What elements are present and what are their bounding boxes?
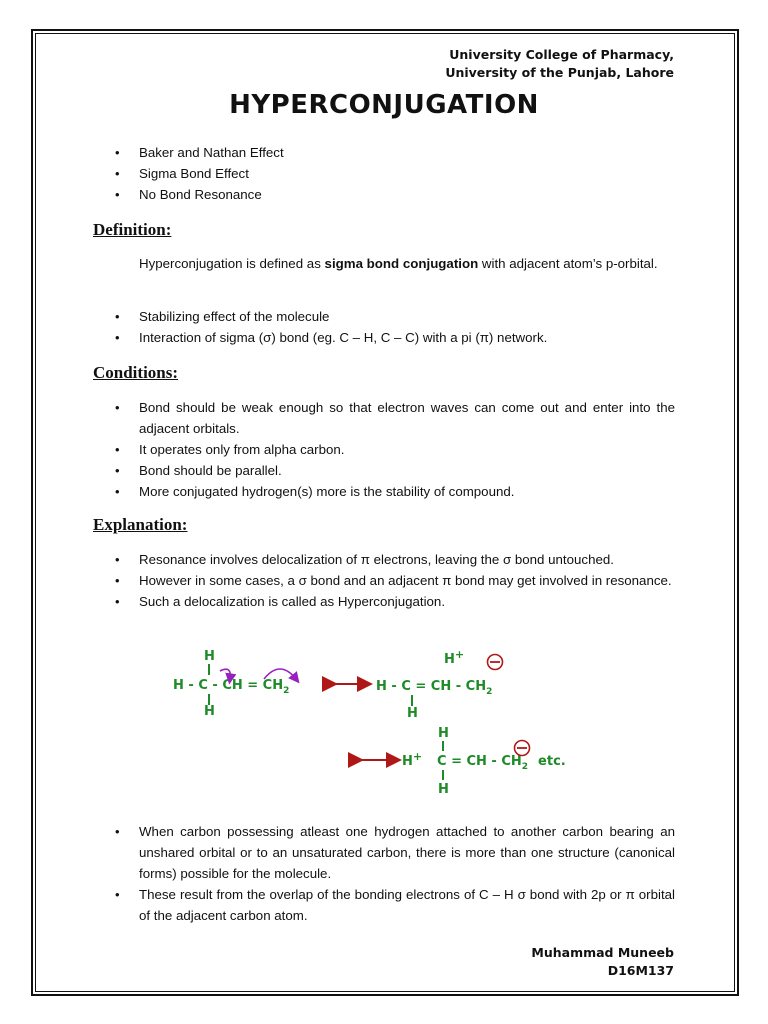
institution-line-2: University of the Punjab, Lahore (445, 65, 674, 80)
structure2-plus: + (454, 648, 465, 661)
structure3-plus: + (412, 750, 423, 763)
explanation-heading: Explanation: (93, 515, 188, 534)
list-item: • However in some cases, a σ bond and an adjacent π bond may get involved in resonance. (115, 570, 675, 591)
aliases-list (115, 142, 675, 205)
page-title: HYPERCONJUGATION (229, 90, 539, 120)
definition-heading: Definition: (93, 220, 172, 239)
list-item: • It operates only from alpha carbon. (115, 439, 675, 460)
list-item: • Interaction of sigma (σ) bond (eg. C – H, C – C) with a pi (π) network. (115, 327, 675, 348)
institution-line-1: University College of Pharmacy, (449, 47, 674, 62)
structure1-row (173, 678, 289, 696)
structure1-subscript: 2 (283, 686, 290, 696)
list-item: • More conjugated hydrogen(s) more is the stability of compound. (115, 481, 675, 502)
structure1-h-bottom: H (204, 704, 215, 719)
structure3-h: H (402, 754, 413, 769)
list-item: • Resonance involves delocalization of π electrons, leaving the σ bond untouched. (115, 549, 675, 570)
structure1-formula: H - C - CH = CH (173, 678, 284, 693)
structure3-h-bottom: H (438, 782, 449, 797)
definition-list (115, 306, 675, 348)
conditions-heading: Conditions: (93, 363, 179, 382)
structure2-row (376, 679, 492, 697)
list-item: • These result from the overlap of the bonding electrons of C – H σ bond with 2p or π orbital of the adjacent carbon atom. (115, 884, 675, 926)
list-item: • No Bond Resonance (115, 184, 675, 205)
definition-text: Hyperconjugation is defined as (139, 256, 325, 271)
explanation-list-2 (115, 821, 675, 926)
structure2-formula: H - C = CH - CH (376, 679, 487, 694)
list-item: • Bond should be parallel. (115, 460, 675, 481)
structure3-formula: C = CH - CH (437, 754, 522, 769)
definition-text-end: with adjacent atom’s p-orbital. (478, 256, 658, 271)
institution-header (445, 46, 674, 82)
hyperconjugation-diagram (160, 645, 620, 805)
list-item: • Baker and Nathan Effect (115, 142, 675, 163)
list-item: • Such a delocalization is called as Hyperconjugation. (115, 591, 675, 612)
structure2-h-bottom: H (407, 706, 418, 721)
author-name: Muhammad Muneeb (531, 945, 674, 960)
structure1-h-top: H (204, 649, 215, 664)
definition-bold-text: sigma bond conjugation (324, 256, 479, 271)
list-item: • When carbon possessing atleast one hydrogen attached to another carbon bearing an unshared orbital or to an unsaturated carbon, there is more than one structure (canonical forms) possible for the molecule. (115, 821, 675, 884)
structure2-h-plus (444, 648, 464, 667)
structure2-h: H (444, 652, 455, 667)
list-item: • Sigma Bond Effect (115, 163, 675, 184)
conditions-list (115, 397, 675, 502)
author-id: D16M137 (607, 963, 674, 978)
definition-paragraph (93, 253, 675, 274)
structure3-etc: etc. (538, 754, 566, 769)
structure2-subscript: 2 (486, 687, 493, 697)
list-item: • Bond should be weak enough so that electron waves can come out and enter into the adjacent orbitals. (115, 397, 675, 439)
structure3-h-top: H (438, 726, 449, 741)
structure3-subscript: 2 (521, 762, 529, 772)
explanation-list (115, 549, 675, 612)
structure3-h-plus (402, 750, 422, 769)
structure3-row (437, 754, 566, 772)
signature-block (531, 944, 674, 980)
list-item: • Stabilizing effect of the molecule (115, 306, 675, 327)
